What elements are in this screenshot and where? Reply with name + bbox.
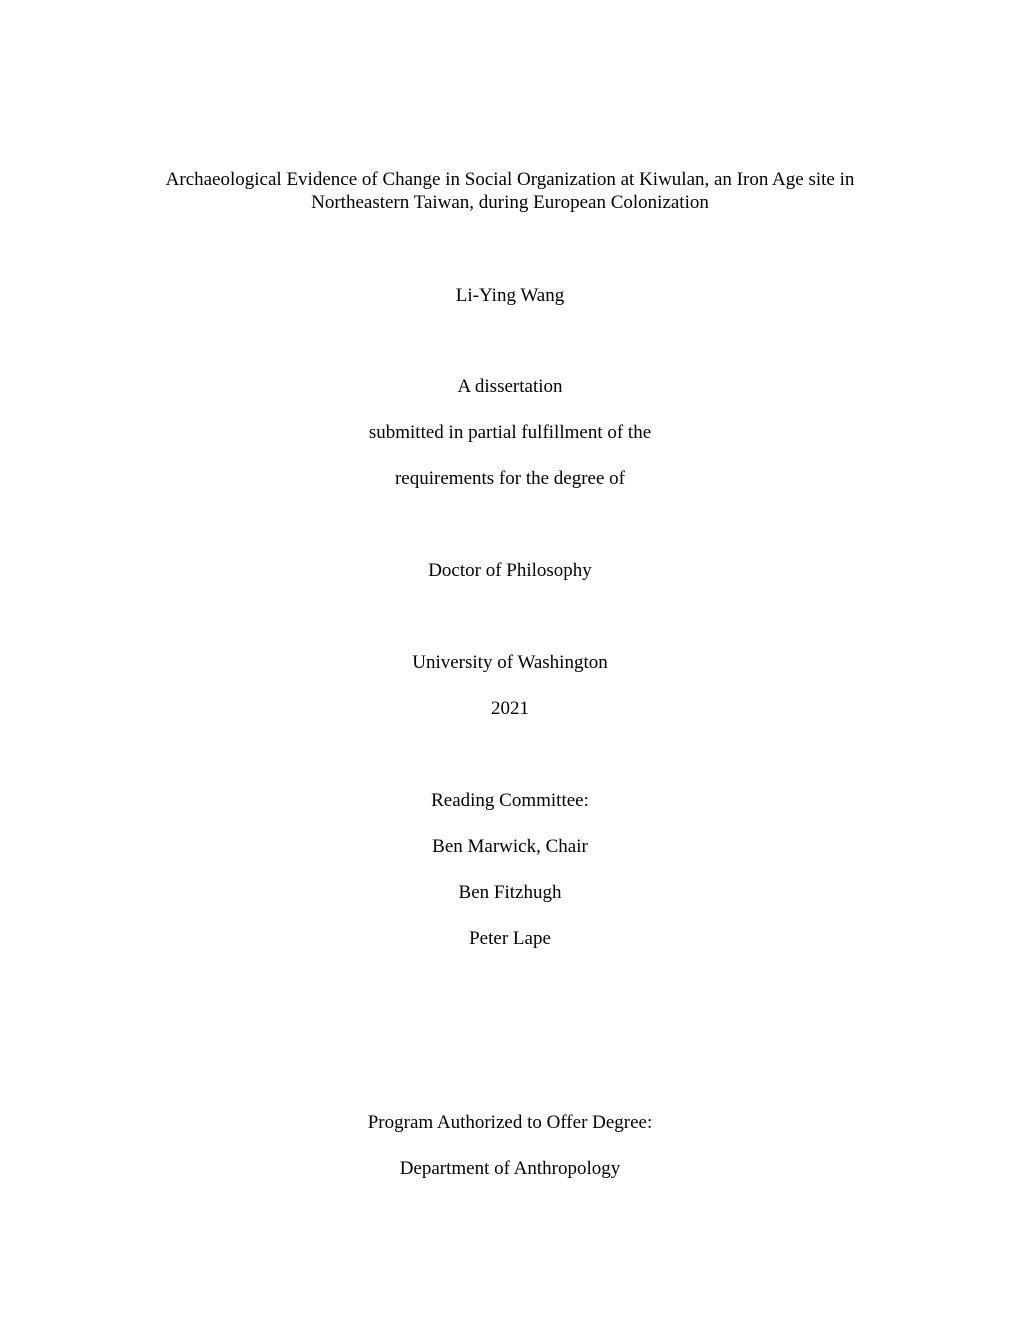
committee-member: Ben Fitzhugh — [458, 882, 562, 903]
committee-member: Ben Marwick, Chair — [432, 836, 588, 857]
program-heading: Program Authorized to Offer Degree: — [367, 1112, 653, 1133]
committee-heading: Reading Committee: — [431, 790, 589, 811]
statement-line-1: A dissertation — [457, 376, 563, 397]
department-name: Department of Anthropology — [399, 1158, 621, 1179]
statement-line-3: requirements for the degree of — [394, 468, 625, 489]
institution-name: University of Washington — [412, 652, 608, 673]
committee-member: Peter Lape — [469, 928, 551, 949]
statement-line-2: submitted in partial fulfillment of the — [368, 422, 652, 443]
degree-name: Doctor of Philosophy — [428, 560, 592, 581]
year: 2021 — [491, 698, 529, 719]
dissertation-title-line-1: Archaeological Evidence of Change in Social Organization at Kiwulan, an Iron Age site in — [165, 169, 855, 190]
author-name: Li-Ying Wang — [455, 285, 565, 306]
dissertation-title-line-2: Northeastern Taiwan, during European Colonization — [311, 192, 709, 213]
